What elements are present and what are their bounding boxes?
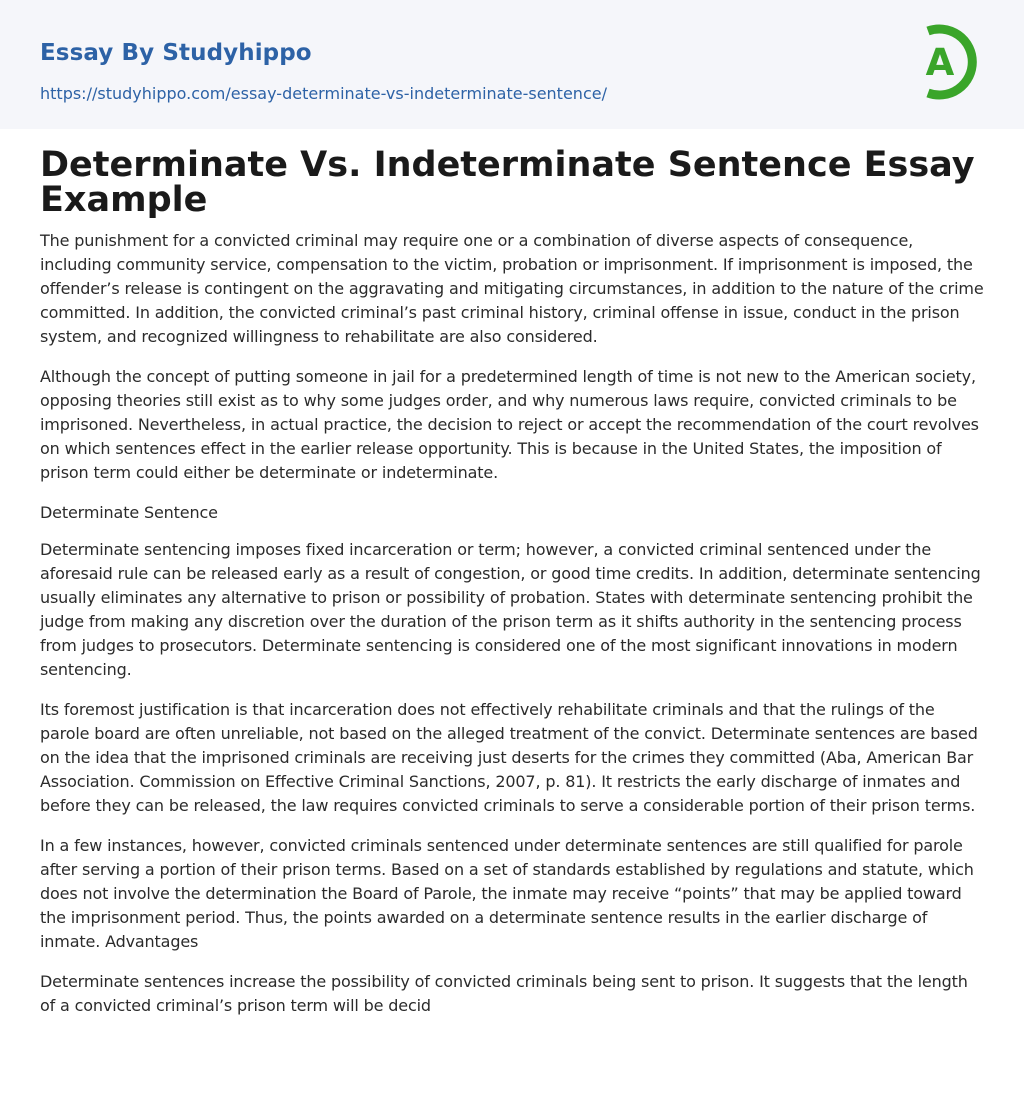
section-heading: Determinate Sentence [40, 503, 218, 522]
article-title: Determinate Vs. Indeterminate Sentence Essay Example [40, 145, 975, 220]
article-body [40, 229, 984, 1018]
paragraph: Determinate sentencing imposes fixed incarceration or term; however, a convicted criminal sentenced under the aforesaid rule can be released early as a result of congestion, or good time credits. In addition, determinate sentencing usually eliminates any alternative to prison or possibility of probation. States with determinate sentencing prohibit the judge from making any discretion over the duration of the prison term as it shifts authority in the sentencing process from judges to prosecutors. Determinate sentencing is considered one of the most significant innovations in modern sentencing. [40, 540, 981, 679]
site-brand[interactable]: Essay By Studyhippo [40, 40, 312, 66]
paragraph: Although the concept of putting someone in jail for a predetermined length of time is not new to the American society, opposing theories still exist as to why some judges order, and why numerous laws require, convicted criminals to be imprisoned. Nevertheless, in actual practice, the decision to reject or accept the recommendation of the court revolves on which sentences effect in the earlier release opportunity. This is because in the United States, the imposition of prison term could either be determinate or indeterminate. [40, 367, 979, 482]
paragraph: In a few instances, however, convicted criminals sentenced under determinate sentences are still qualified for parole after serving a portion of their prison terms. Based on a set of standards established by regulations and statute, which does not involve the determination the Board of Parole, the inmate may receive “points” that may be applied toward the imprisonment period. Thus, the points awarded on a determinate sentence results in the earlier discharge of inmate. Advantages [40, 836, 974, 951]
logo-letter: A [925, 41, 955, 84]
paragraph: Its foremost justification is that incarceration does not effectively rehabilitate criminals and that the rulings of the parole board are often unreliable, not based on the alleged treatment of the convict. Determinate sentences are based on the idea that the imprisoned criminals are receiving just deserts for the crimes they committed (Aba, American Bar Association. Commission on Effective Criminal Sanctions, 2007, p. 81). It restricts the early discharge of inmates and before they can be released, the law requires convicted criminals to serve a considerable portion of their prison terms. [40, 700, 978, 815]
paragraph: The punishment for a convicted criminal may require one or a combination of diverse aspects of consequence, including community service, compensation to the victim, probation or imprisonment. If imprisonment is imposed, the offender’s release is contingent on the aggravating and mitigating circumstances, in addition to the nature of the crime committed. In addition, the convicted criminal’s past criminal history, criminal offense in issue, conduct in the prison system, and recognized willingness to rehabilitate are also considered. [40, 231, 984, 346]
article-url-link[interactable]: https://studyhippo.com/essay-determinate-vs-indeterminate-sentence/ [40, 84, 607, 103]
paragraph: Determinate sentences increase the possibility of convicted criminals being sent to prison. It suggests that the length of a convicted criminal’s prison term will be decid [40, 972, 968, 1015]
